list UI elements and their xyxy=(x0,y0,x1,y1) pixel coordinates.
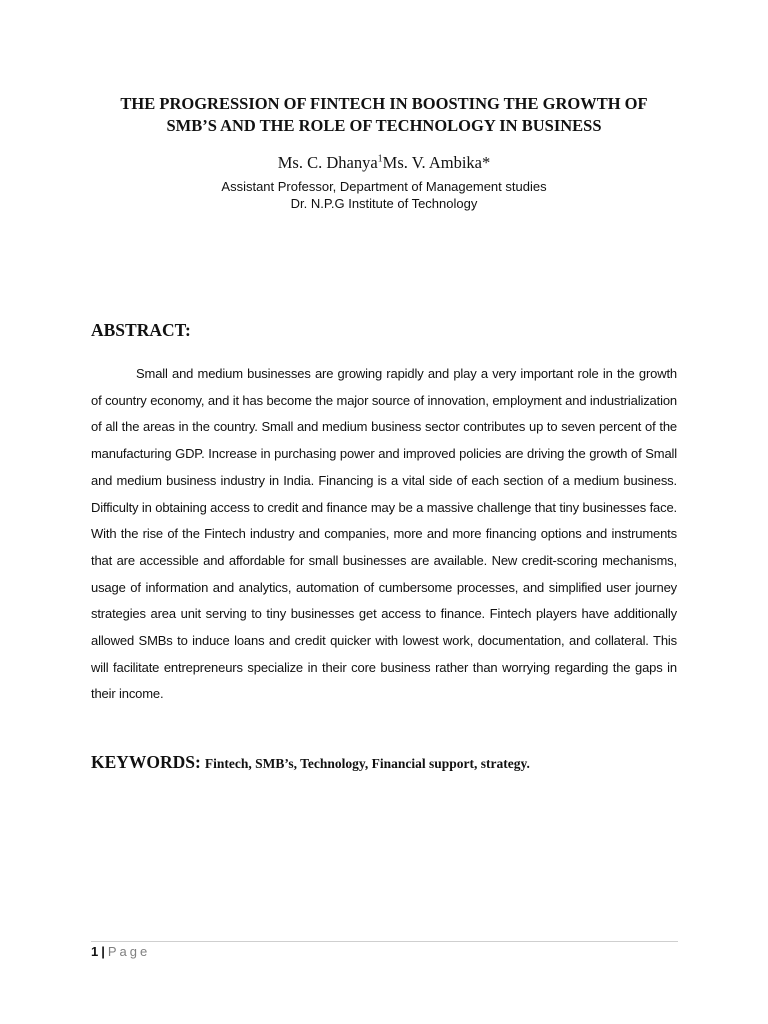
keywords-label: KEYWORDS: xyxy=(91,752,201,772)
page-separator: | xyxy=(101,944,105,959)
author-1: Ms. C. Dhanya xyxy=(277,153,378,172)
title-line-2: SMB’S AND THE ROLE OF TECHNOLOGY IN BUSINESS xyxy=(166,116,602,135)
title-line-1: THE PROGRESSION OF FINTECH IN BOOSTING THE GROWTH OF xyxy=(120,94,648,113)
author-1-affiliation-mark: 1 xyxy=(377,153,383,165)
keywords-line xyxy=(91,750,530,776)
author-line xyxy=(0,153,768,173)
abstract-heading: ABSTRACT: xyxy=(91,320,191,340)
affiliation-institute: Dr. N.P.G Institute of Technology xyxy=(290,196,478,211)
keywords-list: Fintech, SMB’s, Technology, Financial support, strategy. xyxy=(204,756,530,771)
affiliation-department: Assistant Professor, Department of Management studies xyxy=(221,179,547,194)
page-number: 1 xyxy=(91,944,99,959)
author-2: Ms. V. Ambika* xyxy=(382,153,491,172)
page-footer xyxy=(91,943,150,961)
paper-title xyxy=(60,93,708,137)
abstract-body: Small and medium businesses are growing rapidly and play a very important role in the growth of country economy, and it has become the major source of innovation, employment and industrialization of all the areas in the country. Small and medium business sector contributes up to seven percent of the manufacturing GDP. Increase in purchasing power and improved policies are driving the growth of Small and medium business industry in India. Financing is a vital side of each section of a medium business. Difficulty in obtaining access to credit and finance may be a massive challenge that tiny businesses face. With the rise of the Fintech industry and companies, more and more financing options and instruments that are accessible and affordable for small businesses are available. New credit-scoring mechanisms, usage of information and analytics, automation of cumbersome processes, and simplified user journey strategies area unit serving to tiny businesses get access to finance. Fintech players have additionally allowed SMBs to induce loans and credit quicker with lowest work, documentation, and collateral. This will facilitate entrepreneurs specialize in their core business rather than worrying regarding the gaps in their income. xyxy=(91,366,677,702)
page-label: Page xyxy=(107,944,151,959)
footer-divider xyxy=(91,941,678,942)
